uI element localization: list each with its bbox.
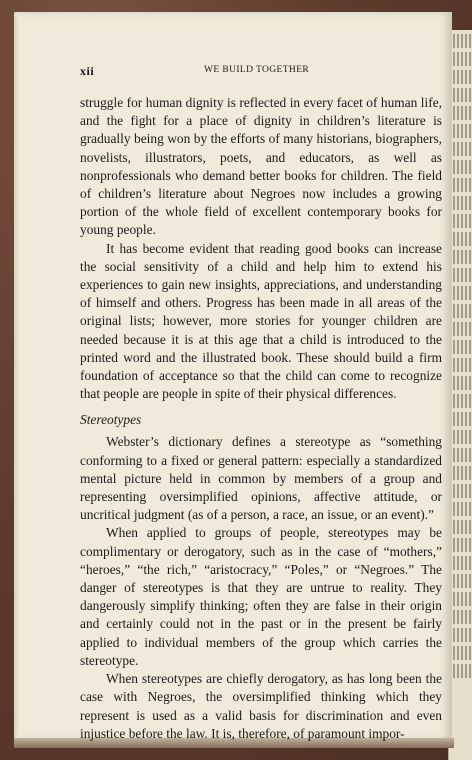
paragraph-4: When applied to groups of people, stereotypes may be complimentary or derogatory, such as in the case of “mothers,” “heroes,” “the rich,” “aristocracy,” “Poles,” or “Negroes.” The danger of stereotypes is that they are untrue to reality. They dangerously simplify thinking; often they are false in their origin and certainly could not in the past or in the present be fairly applied to individual members of the group which carries the stereotype. (80, 525, 442, 668)
page-number: xii (80, 64, 95, 78)
paragraph-2: It has become evident that reading good books can increase the social sensitivity of a child and help him to extend his experiences to gain new insights, appreciations, and understanding of himself and others. Progress has been made in all areas of the original lists; however, more stories for younger children are needed because it is at this age that a child is introduced to the printed word and the illustrated book. These should build a firm foundation of acceptance so that the child can come to recognize that people are people in spite of their physical differences. (80, 240, 442, 402)
page-gutter (14, 14, 20, 738)
paragraph-1: struggle for human dignity is reflected in every facet of human life, and the fight for a place of dignity in children’s literature is gradually being won by the efforts of many historians, biographers, novelists, illustrators, poets, and educators, as well as nonprofessionals who demand better books for children. The field of children’s literature about Negroes now includes a growing portion of the whole field of excellent contemporary books for young people. (80, 95, 442, 238)
body-text (80, 94, 442, 743)
paragraph-3: Webster’s dictionary defines a stereotype as “something conforming to a fixed or general pattern: especially a standardized mental picture held in common by members of a group and representing oversimplified opinions, affective attitude, or uncritical judgment (as of a person, a race, an issue, or an event).” (80, 434, 442, 523)
paragraph-5: When stereotypes are chiefly derogatory, as has long been the case with Negroes, the oversimplified thinking which they represent is used as a valid basis for discrimination and even injustice before the law. It is, therefore, of paramount impor- (80, 671, 442, 741)
section-heading: Stereotypes (80, 412, 142, 428)
running-head: WE BUILD TOGETHER (204, 65, 310, 75)
page-header (80, 64, 442, 82)
